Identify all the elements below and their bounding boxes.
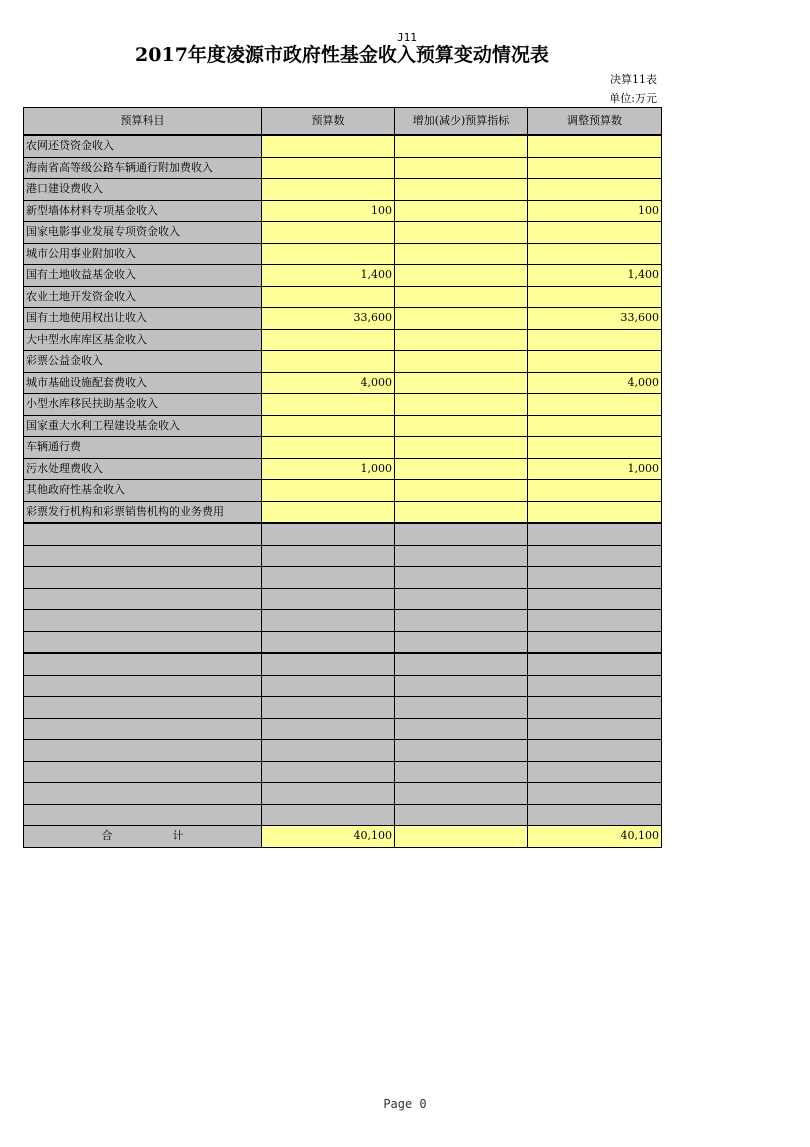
row-budget[interactable] xyxy=(262,351,395,373)
row-subject xyxy=(24,567,262,589)
budget-table-body xyxy=(24,108,662,848)
page-footer: Page 0 xyxy=(383,1097,427,1111)
table-row xyxy=(24,135,662,157)
row-change[interactable] xyxy=(395,480,528,502)
empty-row xyxy=(24,783,662,805)
row-change[interactable] xyxy=(395,415,528,437)
row-adjusted xyxy=(528,567,662,589)
row-adjusted xyxy=(528,718,662,740)
row-budget xyxy=(262,761,395,783)
row-change[interactable] xyxy=(395,458,528,480)
row-adjusted[interactable]: 4,000 xyxy=(528,372,662,394)
row-change[interactable] xyxy=(395,243,528,265)
row-budget[interactable]: 1,400 xyxy=(262,265,395,287)
row-budget[interactable] xyxy=(262,243,395,265)
row-adjusted[interactable] xyxy=(528,243,662,265)
row-adjusted xyxy=(528,545,662,567)
row-budget[interactable] xyxy=(262,415,395,437)
row-change[interactable] xyxy=(395,200,528,222)
row-adjusted xyxy=(528,588,662,610)
row-budget xyxy=(262,610,395,632)
total-change xyxy=(395,826,528,848)
row-subject xyxy=(24,697,262,719)
row-budget[interactable] xyxy=(262,135,395,157)
table-row xyxy=(24,286,662,308)
row-subject: 城市公用事业附加收入 xyxy=(24,243,262,265)
row-budget xyxy=(262,783,395,805)
empty-row xyxy=(24,653,662,675)
row-change xyxy=(395,697,528,719)
row-adjusted[interactable] xyxy=(528,437,662,459)
row-adjusted[interactable] xyxy=(528,286,662,308)
row-subject: 国家电影事业发展专项资金收入 xyxy=(24,222,262,244)
row-adjusted[interactable] xyxy=(528,351,662,373)
table-row xyxy=(24,265,662,287)
row-subject: 车辆通行费 xyxy=(24,437,262,459)
row-budget[interactable]: 33,600 xyxy=(262,308,395,330)
table-row xyxy=(24,222,662,244)
row-subject xyxy=(24,610,262,632)
row-adjusted xyxy=(528,653,662,675)
row-budget xyxy=(262,545,395,567)
row-change[interactable] xyxy=(395,329,528,351)
row-subject: 其他政府性基金收入 xyxy=(24,480,262,502)
empty-row xyxy=(24,588,662,610)
table-row xyxy=(24,415,662,437)
empty-row xyxy=(24,804,662,826)
row-adjusted xyxy=(528,675,662,697)
row-subject xyxy=(24,588,262,610)
row-change[interactable] xyxy=(395,157,528,179)
table-row xyxy=(24,351,662,373)
row-change[interactable] xyxy=(395,286,528,308)
table-row xyxy=(24,372,662,394)
row-adjusted xyxy=(528,783,662,805)
empty-row xyxy=(24,718,662,740)
row-change xyxy=(395,567,528,589)
table-row xyxy=(24,308,662,330)
row-change[interactable] xyxy=(395,135,528,157)
row-subject xyxy=(24,545,262,567)
row-subject: 港口建设费收入 xyxy=(24,179,262,201)
row-subject: 污水处理费收入 xyxy=(24,458,262,480)
row-change[interactable] xyxy=(395,222,528,244)
row-subject xyxy=(24,740,262,762)
row-adjusted[interactable] xyxy=(528,394,662,416)
row-subject xyxy=(24,675,262,697)
row-subject xyxy=(24,783,262,805)
row-adjusted[interactable] xyxy=(528,501,662,523)
header-subject: 预算科目 xyxy=(24,108,262,136)
table-number: 决算11表 xyxy=(610,73,657,86)
row-adjusted xyxy=(528,697,662,719)
row-adjusted xyxy=(528,804,662,826)
empty-row xyxy=(24,761,662,783)
budget-table xyxy=(23,107,662,848)
row-adjusted xyxy=(528,523,662,545)
row-subject xyxy=(24,523,262,545)
row-adjusted[interactable] xyxy=(528,329,662,351)
row-budget xyxy=(262,697,395,719)
row-adjusted[interactable] xyxy=(528,415,662,437)
row-change xyxy=(395,653,528,675)
row-subject: 国家重大水利工程建设基金收入 xyxy=(24,415,262,437)
row-change xyxy=(395,610,528,632)
row-subject: 新型墙体材料专项基金收入 xyxy=(24,200,262,222)
table-row xyxy=(24,329,662,351)
header-budget: 预算数 xyxy=(262,108,395,136)
table-row xyxy=(24,480,662,502)
empty-row xyxy=(24,675,662,697)
row-subject: 城市基础设施配套费收入 xyxy=(24,372,262,394)
row-subject: 国有土地收益基金收入 xyxy=(24,265,262,287)
page-title: 2017年度凌源市政府性基金收入预算变动情况表 xyxy=(135,44,549,66)
row-budget[interactable] xyxy=(262,286,395,308)
row-change xyxy=(395,740,528,762)
row-change[interactable] xyxy=(395,394,528,416)
empty-row xyxy=(24,567,662,589)
row-adjusted[interactable]: 1,000 xyxy=(528,458,662,480)
row-change[interactable] xyxy=(395,351,528,373)
row-budget xyxy=(262,718,395,740)
row-budget[interactable] xyxy=(262,157,395,179)
row-budget[interactable] xyxy=(262,480,395,502)
row-change[interactable] xyxy=(395,308,528,330)
empty-row xyxy=(24,523,662,545)
row-change xyxy=(395,761,528,783)
row-change xyxy=(395,675,528,697)
row-subject xyxy=(24,718,262,740)
unit-label: 单位:万元 xyxy=(609,92,657,105)
row-budget xyxy=(262,653,395,675)
row-budget[interactable] xyxy=(262,179,395,201)
row-change[interactable] xyxy=(395,265,528,287)
row-budget[interactable]: 1,000 xyxy=(262,458,395,480)
total-row xyxy=(24,826,662,848)
table-row xyxy=(24,458,662,480)
row-budget[interactable]: 4,000 xyxy=(262,372,395,394)
row-budget xyxy=(262,631,395,653)
row-change xyxy=(395,523,528,545)
row-adjusted xyxy=(528,761,662,783)
table-row xyxy=(24,437,662,459)
total-budget: 40,100 xyxy=(262,826,395,848)
row-change xyxy=(395,545,528,567)
table-row xyxy=(24,179,662,201)
total-label xyxy=(24,826,262,848)
row-adjusted[interactable]: 100 xyxy=(528,200,662,222)
empty-row xyxy=(24,610,662,632)
row-subject xyxy=(24,631,262,653)
row-subject: 大中型水库库区基金收入 xyxy=(24,329,262,351)
row-change xyxy=(395,588,528,610)
row-budget xyxy=(262,804,395,826)
row-adjusted[interactable]: 1,400 xyxy=(528,265,662,287)
row-subject: 海南省高等级公路车辆通行附加费收入 xyxy=(24,157,262,179)
row-subject: 小型水库移民扶助基金收入 xyxy=(24,394,262,416)
row-change xyxy=(395,631,528,653)
row-budget[interactable] xyxy=(262,501,395,523)
row-subject: 彩票公益金收入 xyxy=(24,351,262,373)
row-subject: 国有土地使用权出让收入 xyxy=(24,308,262,330)
table-row xyxy=(24,501,662,523)
row-change[interactable] xyxy=(395,437,528,459)
header-adjusted: 调整预算数 xyxy=(528,108,662,136)
row-budget xyxy=(262,523,395,545)
total-label-char-1: 合 xyxy=(101,829,113,843)
row-change xyxy=(395,804,528,826)
row-subject: 农业土地开发资金收入 xyxy=(24,286,262,308)
row-subject: 彩票发行机构和彩票销售机构的业务费用 xyxy=(24,501,262,523)
row-adjusted xyxy=(528,631,662,653)
row-budget xyxy=(262,740,395,762)
row-budget[interactable] xyxy=(262,222,395,244)
header-change: 增加(减少)预算指标 xyxy=(395,108,528,136)
row-adjusted[interactable] xyxy=(528,135,662,157)
total-adjusted: 40,100 xyxy=(528,826,662,848)
row-budget[interactable]: 100 xyxy=(262,200,395,222)
row-adjusted[interactable] xyxy=(528,157,662,179)
row-subject xyxy=(24,653,262,675)
row-change xyxy=(395,718,528,740)
empty-row xyxy=(24,740,662,762)
table-row xyxy=(24,157,662,179)
empty-row xyxy=(24,697,662,719)
cell-reference: J11 xyxy=(397,31,417,44)
row-subject: 农网还贷资金收入 xyxy=(24,135,262,157)
table-row xyxy=(24,243,662,265)
row-adjusted xyxy=(528,740,662,762)
table-row xyxy=(24,200,662,222)
row-budget xyxy=(262,567,395,589)
row-adjusted[interactable]: 33,600 xyxy=(528,308,662,330)
empty-row xyxy=(24,545,662,567)
row-change[interactable] xyxy=(395,372,528,394)
row-subject xyxy=(24,761,262,783)
row-change xyxy=(395,783,528,805)
table-header-row xyxy=(24,108,662,136)
row-budget[interactable] xyxy=(262,329,395,351)
row-change[interactable] xyxy=(395,179,528,201)
row-adjusted[interactable] xyxy=(528,480,662,502)
row-budget xyxy=(262,675,395,697)
row-adjusted[interactable] xyxy=(528,179,662,201)
row-budget xyxy=(262,588,395,610)
row-subject xyxy=(24,804,262,826)
row-adjusted[interactable] xyxy=(528,222,662,244)
row-budget[interactable] xyxy=(262,437,395,459)
row-budget[interactable] xyxy=(262,394,395,416)
table-row xyxy=(24,394,662,416)
total-label-char-2: 计 xyxy=(172,829,184,843)
row-change[interactable] xyxy=(395,501,528,523)
row-adjusted xyxy=(528,610,662,632)
empty-row xyxy=(24,631,662,653)
